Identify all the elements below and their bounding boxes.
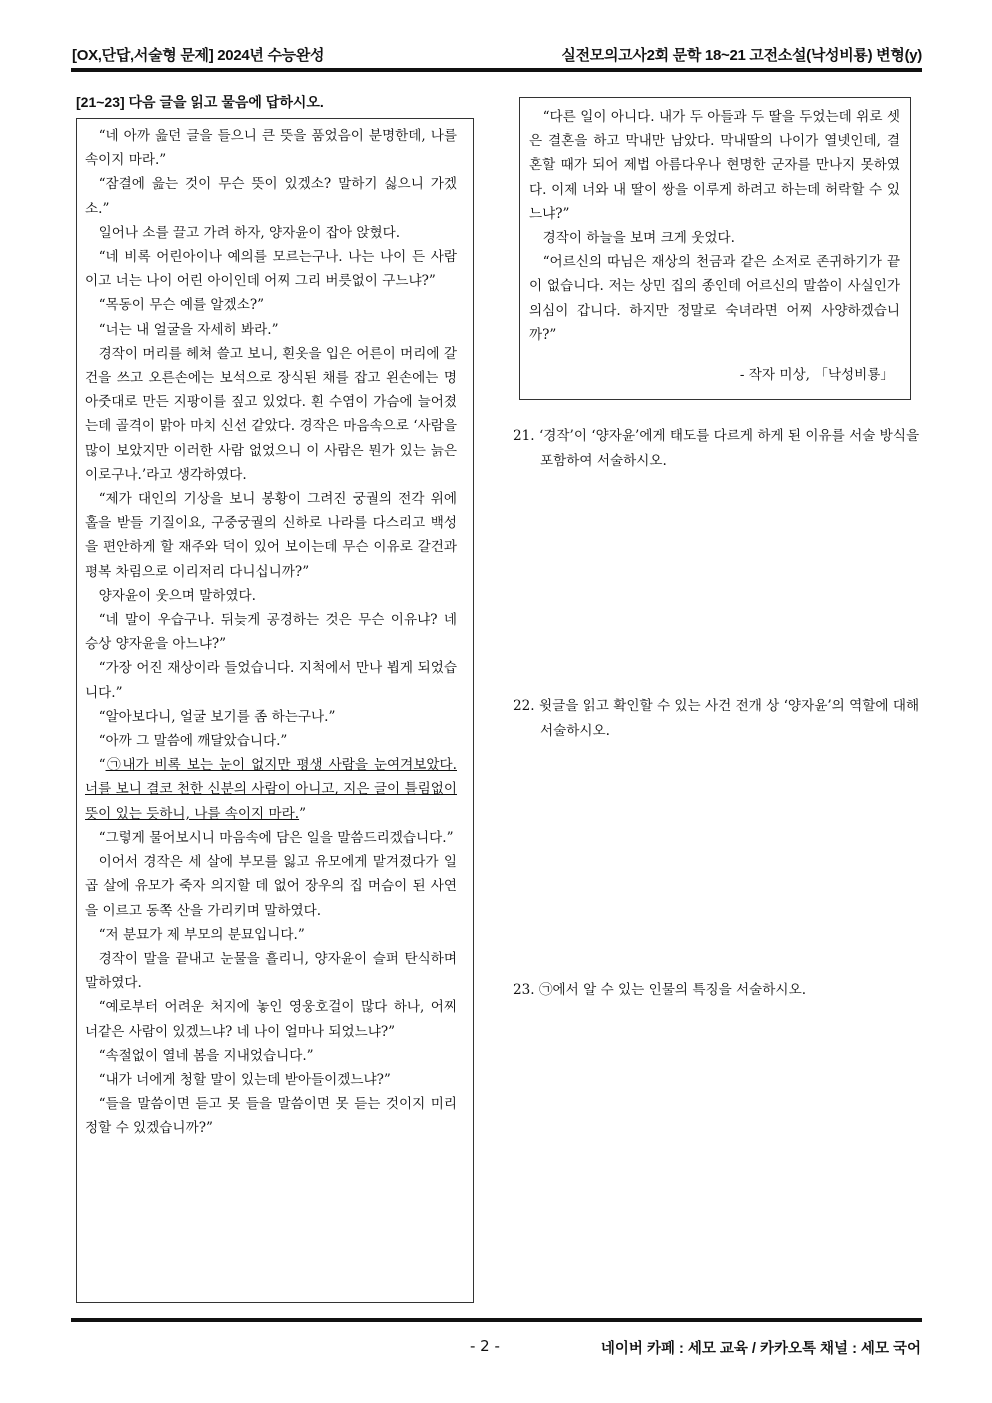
passage-paragraph: “저 분묘가 제 부모의 분묘입니다.” <box>98 926 305 943</box>
passage-paragraph: “가장 어진 재상이라 들었습니다. 지척에서 만나 뵙게 되었습니다.” <box>85 660 457 701</box>
passage-paragraph: “그렇게 물어보시니 마음속에 담은 일을 말씀드리겠습니다.” <box>98 829 454 846</box>
passage-paragraph: “네 말이 우습구나. 뒤늦게 공경하는 것은 무슨 이유냐? 네 승상 양자윤을 아느냐?” <box>85 612 457 653</box>
passage-right-box <box>519 97 911 400</box>
passage-paragraph: 이어서 경작은 세 살에 부모를 잃고 유모에게 맡겨졌다가 일곱 살에 유모가 죽자 의지할 데 없어 장우의 집 머슴이 된 사연을 이르고 동쪽 산을 가리키며 말하였다. <box>85 854 457 919</box>
question-22: 22. 윗글을 읽고 확인할 수 있는 사건 전개 상 ‘양자윤’의 역할에 대해 서술하시오. <box>513 698 920 739</box>
passage-paragraph: “속절없이 열네 봄을 지내었습니다.” <box>98 1047 314 1064</box>
passage-paragraph: “어르신의 따님은 재상의 천금과 같은 소저로 존귀하기가 끝이 없습니다. 저는 상민 집의 종인데 어르신의 말씀이 사실인가 의심이 갑니다. 하지만 정말로 숙녀라면 어찌 사양하겠습니까?” <box>529 254 900 343</box>
passage-paragraph: “목동이 무슨 예를 알겠소?” <box>98 297 265 314</box>
passage-paragraph: 일어나 소를 끌고 가려 하자, 양자윤이 잡아 앉혔다. <box>98 224 401 241</box>
passage-paragraph: “아까 그 말씀에 깨달았습니다.” <box>98 733 288 750</box>
passage-paragraph: “들을 말씀이면 듣고 못 들을 말씀이면 못 듣는 것이지 미리 정할 수 있겠습니까?” <box>85 1096 457 1137</box>
passage-left-box <box>76 118 474 1303</box>
passage-paragraph: 경작이 말을 끝내고 눈물을 흘리니, 양자윤이 슬퍼 탄식하며 말하였다. <box>85 950 457 992</box>
source-citation: - 작자 미상, 「낙성비룡」 <box>739 367 894 384</box>
passage-paragraph: 경작이 하늘을 보며 크게 웃었다. <box>542 230 735 247</box>
footer-channel-info: 네이버 카페 : 세모 교육 / 카카오톡 채널 : 세모 국어 <box>600 1341 921 1357</box>
close-quote: ” <box>299 805 307 822</box>
passage-paragraph: 양자윤이 웃으며 말하였다. <box>98 587 257 604</box>
question-21: 21. ‘경작’이 ‘양자윤’에게 태도를 다르게 하게 된 이유를 서술 방식을 포함하여 서술하시오. <box>513 428 920 469</box>
passage-paragraph-marked <box>85 753 457 826</box>
open-quote: “ <box>98 757 106 774</box>
passage-paragraph: 경작이 머리를 헤쳐 쓸고 보니, 흰옷을 입은 어른이 머리에 갈건을 쓰고 오른손에는 보석으로 장식된 채를 잡고 왼손에는 명아줏대로 만든 지팡이를 짚고 있었다. 흰 수염이 가슴에 늘어졌는데 골격이 맑아 마치 신선 같았다. 경작은 마음속으로 ‘사람을 많이 보았지만 이러한 사람 없었으니 이 사람은 뭔가 있는 늙은이로구나.’라고 생각하였다. <box>85 345 457 483</box>
header-right-title: 실전모의고사2회 문학 18~21 고전소설(낙성비룡) 변형(y) <box>561 47 922 64</box>
passage-paragraph: “네 비록 어린아이나 예의를 모르는구나. 나는 나이 든 사람이고 너는 나이 어린 아이인데 어찌 그리 버릇없이 구느냐?” <box>85 249 457 290</box>
header-left-title: [OX,단답,서술형 문제] 2024년 수능완성 <box>72 47 325 64</box>
passage-paragraph: “알아보다니, 얼굴 보기를 좀 하는구나.” <box>98 708 336 725</box>
passage-paragraph: “네 아까 읊던 글을 들으니 큰 뜻을 품었음이 분명한데, 나를 속이지 마라.” <box>85 128 457 169</box>
underlined-passage-a: ㉠내가 비록 보는 눈이 없지만 평생 사람을 눈여겨보았다. 너를 보니 결코 천한 신분의 사람이 아니고, 지은 글이 틀림없이 뜻이 있는 듯하니, 나를 속이지 마라. <box>85 757 457 822</box>
question-23: 23. ㉠에서 알 수 있는 인물의 특징을 서술하시오. <box>513 982 807 998</box>
section-title: [21~23] 다음 글을 읽고 물음에 답하시오. <box>76 94 324 110</box>
header-rule <box>71 68 922 72</box>
passage-paragraph: “제가 대인의 기상을 보니 봉황이 그려진 궁궐의 전각 위에 홀을 받들 기질이요, 구중궁궐의 신하로 나라를 다스리고 백성을 편안하게 할 재주와 덕이 있어 보이는데 무슨 이유로 갈건과 평복 차림으로 이리저리 다니십니까?” <box>85 491 457 580</box>
passage-paragraph: “잠결에 읊는 것이 무슨 뜻이 있겠소? 말하기 싫으니 가겠소.” <box>85 176 457 217</box>
passage-paragraph: “너는 내 얼굴을 자세히 봐라.” <box>98 321 279 338</box>
footer-rule <box>71 1318 922 1322</box>
passage-paragraph: “예로부터 어려운 처지에 놓인 영웅호걸이 많다 하나, 어찌 너같은 사람이 있겠느냐? 네 나이 얼마나 되었느냐?” <box>85 999 457 1040</box>
passage-paragraph: “다른 일이 아니다. 내가 두 아들과 두 딸을 두었는데 위로 셋은 결혼을 하고 막내만 남았다. 막내딸의 나이가 열넷인데, 결혼할 때가 되어 제법 아름다우나 현명한 군자를 만나지 못하였다. 이제 너와 내 딸이 쌍을 이루게 하려고 하는데 허락할 수 있느냐?” <box>529 109 900 222</box>
page-number: - 2 - <box>470 1337 500 1355</box>
passage-paragraph: “내가 너에게 청할 말이 있는데 받아들이겠느냐?” <box>98 1071 391 1088</box>
